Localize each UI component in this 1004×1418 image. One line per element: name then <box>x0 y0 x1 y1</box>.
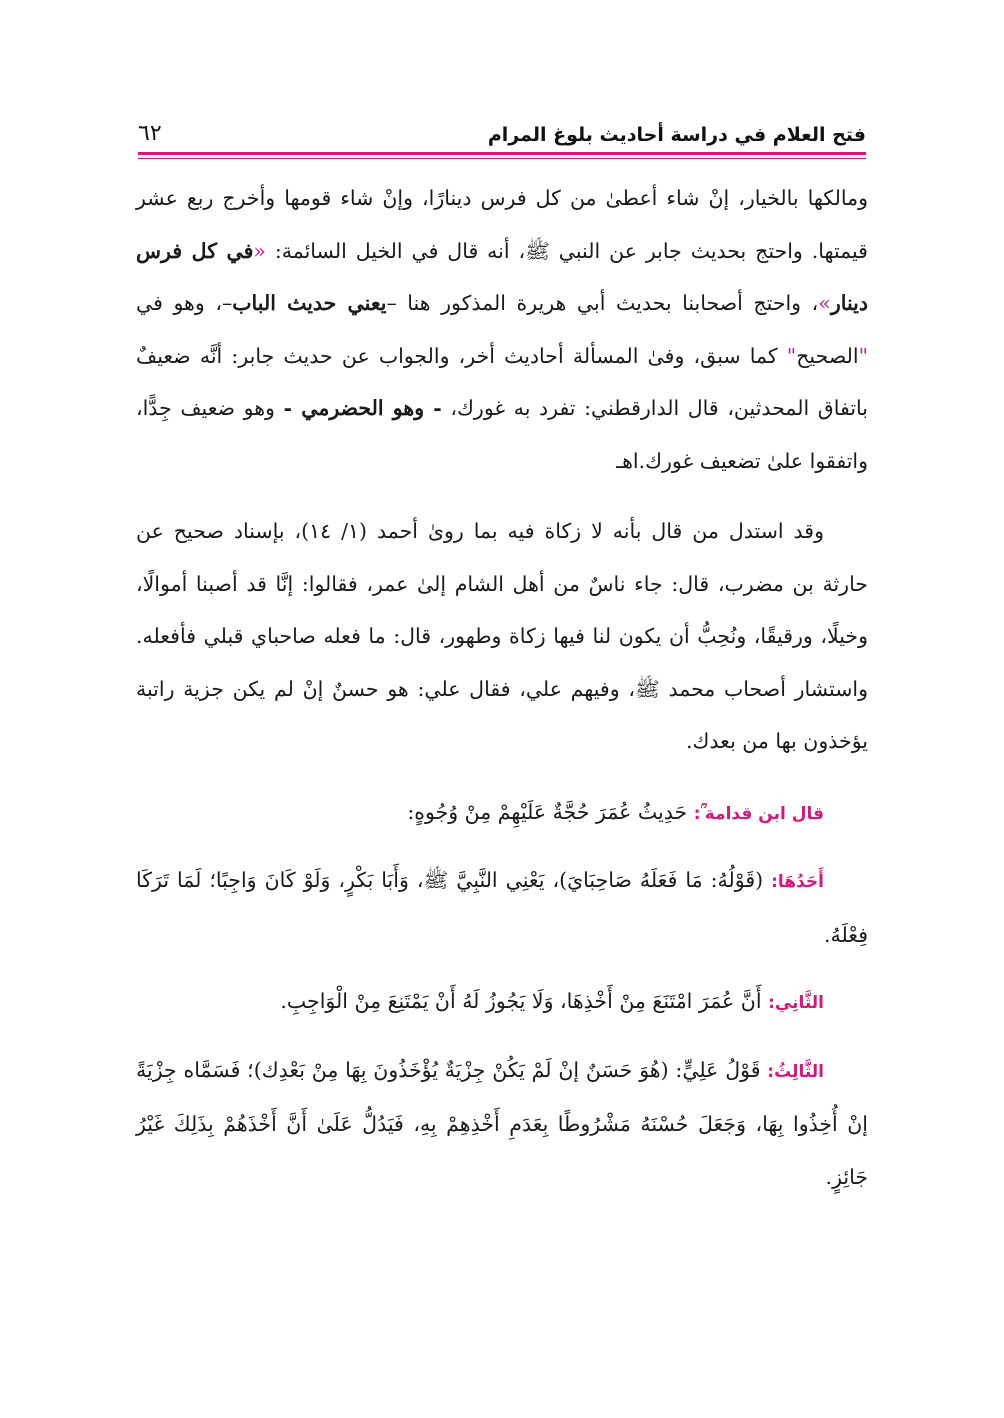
page-header <box>138 112 866 150</box>
paragraph-3 <box>136 786 868 841</box>
p5-text: أَنَّ عُمَرَ امْتَنَعَ مِنْ أَخْذِهَا، وَلَا يَجُوزُ لَهُ أَنْ يَمْتَنِعَ مِنْ الْوَاجِبِ. <box>280 989 769 1013</box>
book-title: الصحيح <box>796 343 859 368</box>
hadith-quote: في كل فرس دينار <box>136 238 868 315</box>
quote2-mark-close: " <box>786 343 797 368</box>
p4-text: (قَوْلُهُ: مَا فَعَلَهُ صَاحِبَايَ)، يَعْنِي النَّبِيَّ ﷺ، وَأَبَا بَكْرٍ، وَلَوْ كَانَ وَاجِبًا؛ لَمَا تَرَكَا فِعْلَهُ. <box>136 868 868 947</box>
p1-text-b: ، واحتج أصحابنا بحديث أبي هريرة المذكور هنا – <box>386 291 819 315</box>
quote-mark-close: » <box>818 291 831 315</box>
p1-text-d: كما سبق، وفىٰ المسألة أحاديث أخر، والجواب عن حديث جابر: أنَّه ضعيفٌ باتفاق المحدثين، قال الدارقطني: تفرد به غورك، <box>136 343 868 420</box>
page-body <box>136 172 868 1203</box>
paragraph-2: وقد استدل من قال بأنه لا زكاة فيه بما روىٰ أحمد (١/ ١٤)، بإسناد صحيح عن حارثة بن مضرب، قال: جاء ناسٌ من أهل الشام إلىٰ عمر، فقالوا: إنَّا قد أصبنا أموالًا، وخيلًا، ورقيقًا، ونُحِبُّ أن يكون لنا فيها زكاة وطهور، قال: ما فعله صاحباي قبلي فأفعله. واستشار أصحاب محمد ﷺ، وفيهم علي، فقال علي: هو حسنٌ إنْ لم يكن جزية راتبة يؤخذون بها من بعدك. <box>136 519 868 753</box>
running-title: فتح العلام في دراسة أحاديث بلوغ المرام <box>487 124 866 146</box>
quote2-mark-open: " <box>858 343 868 368</box>
paragraph-4 <box>136 854 868 961</box>
point-label-3: الثَّالِثُ: <box>767 1061 824 1082</box>
p1-text-e: وهو ضعيف جِدًّا، واتفقوا علىٰ تضعيف غورك.اهـ <box>136 396 868 473</box>
p6-text: قَوْلُ عَلِيٍّ: (هُوَ حَسَنٌ إنْ لَمْ يَكُنْ جِزْيَةٌ يُؤْخَذُونَ بِهَا مِنْ بَعْدِك)؛ فَسَمَّاه جِزْيَةً إنْ أُخِذُوا بِهَا، وَجَعَلَ حُسْنَهُ مَشْرُوطًا بِعَدَمِ أَخْذِهِمْ بِهِ، فَيَدُلُّ عَلَىٰ أَنَّ أَخْذَهُمْ بِذَلِكَ غَيْرُ جَائِزٍ. <box>136 1057 868 1189</box>
bold-phrase-2: - وهو الحضرمي - <box>283 396 442 420</box>
quote-attribution-label: قال ابن قدامة ؒ: <box>693 803 824 824</box>
p1-text-a: ومالكها بالخيار، إنْ شاء أعطىٰ من كل فرس دينارًا، وإنْ شاء قومها وأخرج ربع عشر قيمتها. واحتج بحديث جابر عن النبي ﷺ، أنه قال في الخيل السائمة: <box>136 186 868 263</box>
point-label-2: الثَّانِي: <box>768 993 824 1013</box>
bold-phrase-1: يعني حديث الباب <box>232 291 387 315</box>
page-number: ٦٢ <box>138 121 162 146</box>
paragraph-5 <box>136 975 868 1030</box>
paragraph-1 <box>136 172 868 487</box>
paragraph-6 <box>136 1044 868 1204</box>
header-rule-thick <box>138 152 866 155</box>
point-label-1: أَحَدُهَا: <box>771 872 824 892</box>
p3-text: حَدِيثُ عُمَرَ حُجَّةٌ عَلَيْهِمْ مِنْ وُجُوهٍ: <box>407 799 694 824</box>
quote-mark-open: « <box>253 238 266 263</box>
p1-text-c: –، وهو في <box>136 291 233 315</box>
header-rule-thin <box>138 158 866 159</box>
